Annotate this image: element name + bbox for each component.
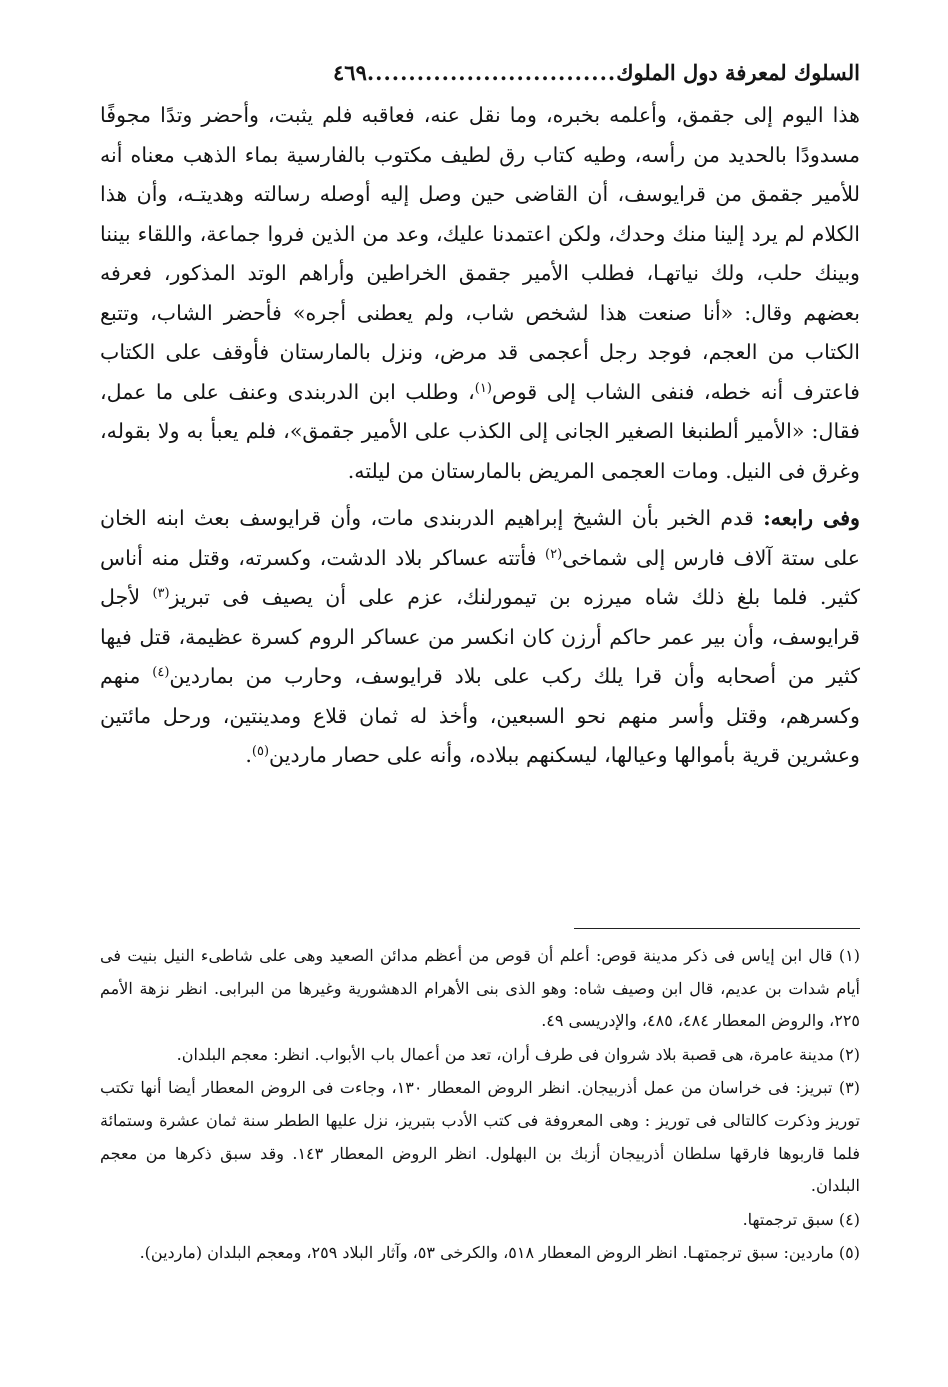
paragraph-1 <box>100 96 860 491</box>
main-text <box>100 96 860 776</box>
footnotes <box>100 940 860 1270</box>
paragraph-text: لأجل قرايوسف، وأن بير عمر حاكم أرزن كان انكسر من عساكر الروم كسرة عظيمة، قتل فيها كثير من أصحابه وأن قرا يلك ركب على بلاد قرايوسف، وحارب من بماردين <box>100 585 860 688</box>
footnote-2: (٢) مدينة عامرة، هى قصبة بلاد شروان فى طرف أران، تعد من أعمال باب الأبواب. انظر: معجم البلدان. <box>176 1044 860 1064</box>
footnote-separator <box>574 928 860 929</box>
running-title: السلوك لمعرفة دول الملوك <box>616 59 860 85</box>
paragraph-2 <box>100 499 860 776</box>
paragraph-text: فأتته عساكر بلاد الدشت، وكسرته، وقتل منه أناس كثير. فلما بلغ ذلك شاه ميرزه بن تيمورلنك، عزم على أن يصيف فى تبريز <box>100 545 860 609</box>
paragraph-text: منهم وكسرهم، وقتل وأسر منهم نحو السبعين، وأخذ له ثمان قلاع ومدينتين، ورحل مائتين وعشرين قرية بأموالها وعيالها، ليسكنهم ببلاده، وأنه على حصار ماردين <box>100 664 860 767</box>
page-number: ٤٦٩ <box>333 59 367 85</box>
paragraph-text: هذا اليوم إلى جقمق، وأعلمه بخبره، وما نقل عنه، فعاقبه فلم يثبت، وأحضر وتدًا مجوفًا مسدودًا بالحديد من رأسه، وطيه كتاب رق لطيف مكتوب بالفارسية بماء الذهب معناه أنه للأمير جقمق من قرايوسف، أن القاضى حين وصل إليه أوصله رسالته وهديتـه، وأن هذا الكلام لم يرد إلينا منك وحدك، ولكن اعتمدنا عليك، وعد من الذين فروا جماعة، واللقاء بيننا وبينك حلب، ولك نياتهـا، فطلب الأمير جقمق الخراطين وأراهم الوتد المذكور، فعرفه بعضهم وقال: «أنا صنعت هذا لشخص شاب، ولم يعطنى أجره» فأحضر الشاب، وتتبع الكتاب من العجم، فوجد رجل أعجمى قد مرض، ونزل بالمارستان فأوقف على الكتاب فاعترف أنه خطه، فنفى الشاب إلى قوص <box>100 103 860 404</box>
footnote-4: (٤) سبق ترجمتها. <box>742 1209 860 1229</box>
footnote-1: (١) قال ابن إياس فى ذكر مدينة قوص: أعلم أن قوص من أعظم مدائن الصعيد وهى على شاطىء النيل بنيت فى أيام شدات بن عديم، قال ابن وصيف شاه: وهو الذى بنى الأهرام الدهشورية وغيرها من البرابى. انظر نزهة الأمم ٢٢٥، والروض المعطار ٤٨٤، ٤٨٥، والإدريسى ٤٩. <box>100 946 861 1031</box>
footnote-ref-2: (٢) <box>545 546 563 562</box>
running-header <box>100 52 860 92</box>
paragraph-text: ، وطلب ابن الدربندى وعنف على ما عمل، فقال: «الأمير ألطنبغا الصغير الجانى إلى الكذب على الأمير جقمق»، فلم يعبأ به ولا بقوله، وغرق فى النيل. ومات العجمى المريض بالمارستان من ليلته. <box>100 379 860 483</box>
footnote-5: (٥) ماردين: سبق ترجمتهـا. انظر الروض المعطار ٥١٨، والكرخى ٥٣، وآثار البلاد ٢٥٩، ومعجم البلدان (ماردين). <box>139 1243 860 1263</box>
footnote-3: (٣) تبريز: فى خراسان من عمل أذربيجان. انظر الروض المعطار ١٣٠، وجاءت فى الروض المعطار أيضا أنها تكتب توريز وذكرت كالتالى فى توريز : وهى المعروفة فى كتب الأدب بتبريز، نزل عليها الططر سنة ثمان عشرة وستمائة فلما قاربوها فارقها سلطان أذربيجان أزبك بن البهلول. انظر الروض المعطار ١٤٣. وقد سبق ذكرها من معجم البلدان. <box>100 1078 861 1196</box>
footnote-ref-4: (٤) <box>152 665 170 680</box>
footnote-ref-3: (٣) <box>152 586 170 601</box>
footnote-ref-5: (٥) <box>251 744 270 759</box>
footnote-ref-1: (١) <box>474 380 492 396</box>
leader-dots: .............................. <box>366 59 617 85</box>
paragraph-text: قدم الخبر بأن الشيخ إبراهيم الدربندى مات، وأن قرايوسف بعث ابنه الخان على ستة آلاف فارس إلى شماخى <box>100 506 860 570</box>
paragraph-text: . <box>245 743 252 767</box>
paragraph-lead: وفى رابعه: <box>763 506 860 530</box>
